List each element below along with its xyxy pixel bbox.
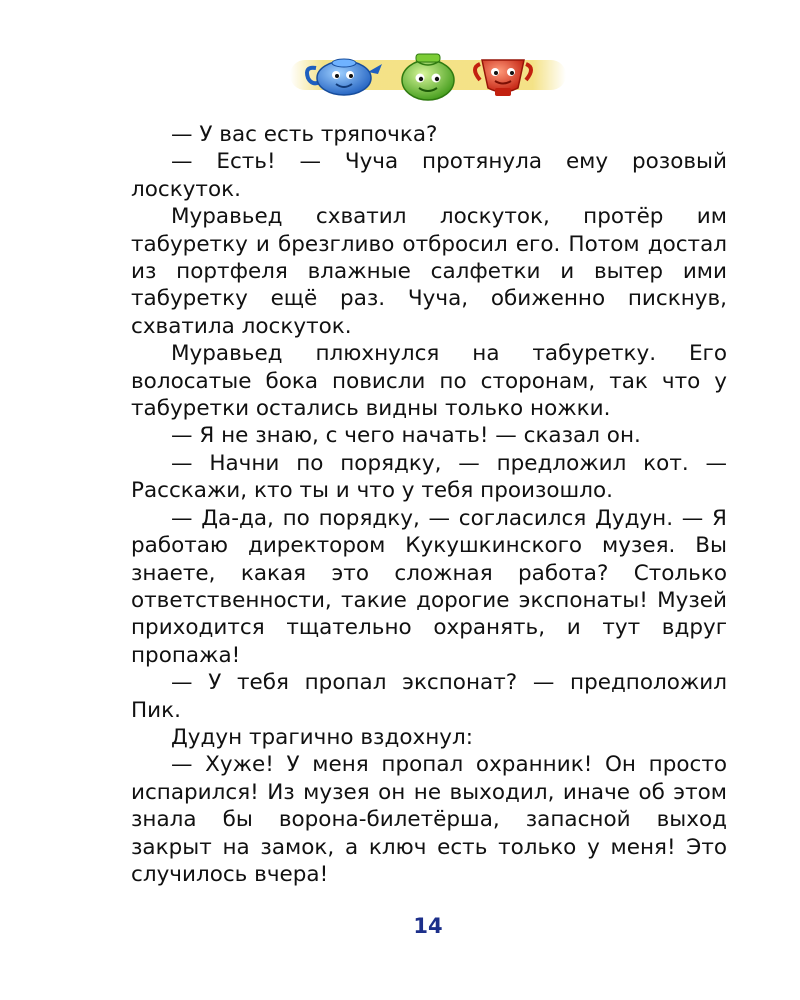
paragraph: — Начни по порядку, — предложил кот. — Расскажи, кто ты и что у тебя произошло.: [131, 450, 727, 504]
paragraph: — Я не знаю, с чего начать! — сказал он.: [171, 423, 641, 449]
paragraph: — Хуже! У меня пропал охранник! Он просто испарился! Из музея он не выходил, иначе об этом знала бы ворона-билетёрша, запасной выход закрыт на замок, а ключ есть только у меня! Это случилось вчера!: [131, 752, 727, 887]
paragraph: — У тебя пропал экспонат? — предположил Пик.: [131, 670, 727, 723]
paragraph: — Есть! — Чуча протянула ему розовый лоскуток.: [131, 149, 727, 202]
story-text: [131, 121, 727, 888]
page-number: 14: [413, 914, 443, 938]
paragraph: Муравьед плюхнулся на табуретку. Его волосатые бока повисли по сторонам, так что у табуретки остались видны только ножки.: [131, 341, 727, 422]
paragraph: Дудун трагично вздохнул:: [171, 724, 473, 750]
paragraph: — Да-да, по порядку, — согласился Дудун. — Я работаю директором Кукушкинского музея. Вы знаете, какая это сложная работа? Столько ответственности, такие дорогие экспонаты! Музей приходится тщательно охранять, и тут вдруг пропажа!: [131, 505, 727, 668]
paragraph: Муравьед схватил лоскуток, протёр им табуретку и брезгливо отбросил его. Потом достал из портфеля влажные салфетки и вытер ими табуретку ещё раз. Чуча, обиженно пискнув, схватила лоскуток.: [131, 204, 727, 339]
paragraph: — У вас есть тряпочка?: [171, 122, 438, 147]
header-ornament: [290, 48, 566, 102]
